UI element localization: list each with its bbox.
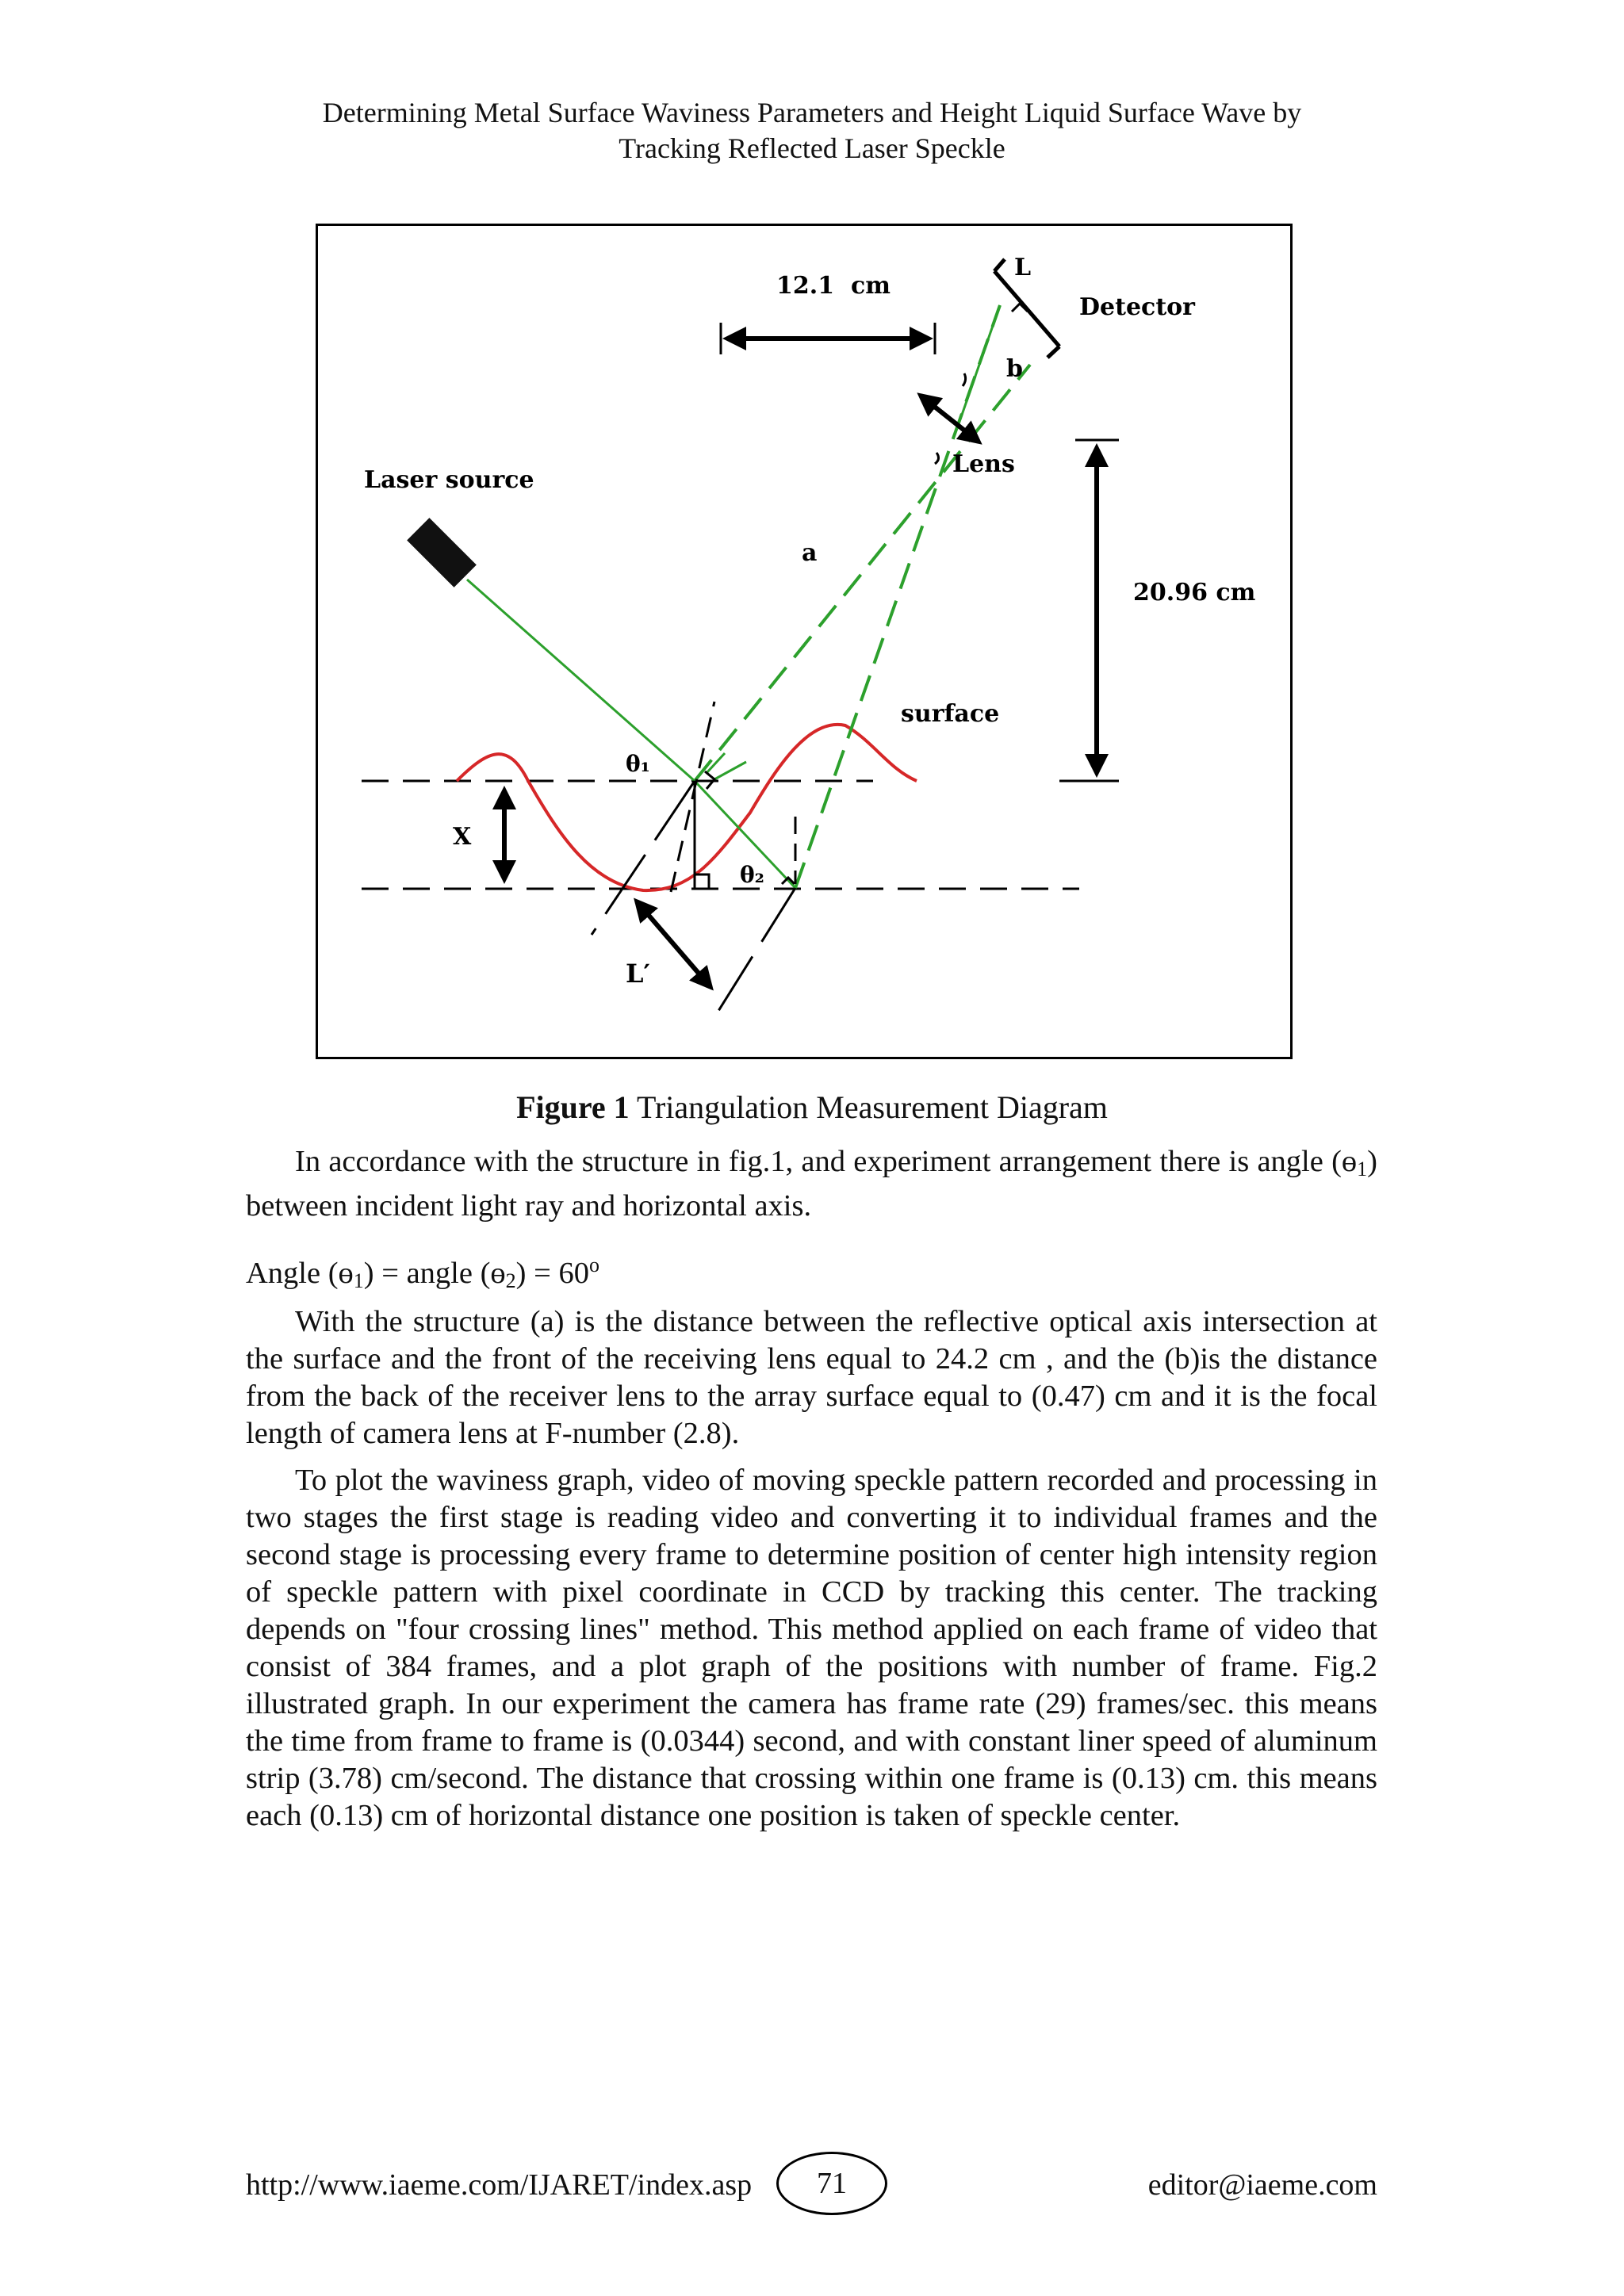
paragraph-3 xyxy=(246,1303,1377,1452)
label-surface: surface xyxy=(901,700,1000,728)
label-theta2: θ₂ xyxy=(740,862,764,888)
angle-equation-degree: o xyxy=(588,1253,599,1276)
running-header xyxy=(159,95,1465,166)
detector-plate xyxy=(994,271,1059,346)
paragraph-4 xyxy=(246,1462,1377,1835)
page-number: 71 xyxy=(776,2152,887,2215)
detector-end-2 xyxy=(1048,346,1059,358)
lens-angle-mark-2 xyxy=(935,453,939,464)
figure-1-frame xyxy=(316,224,1293,1059)
incident-beam xyxy=(467,580,695,781)
detector-end-1 xyxy=(994,259,1005,271)
footer-url-link[interactable]: http://www.iaeme.com/IJARET/index.asp xyxy=(246,2168,753,2202)
right-construction-line xyxy=(714,888,795,1017)
laser-source xyxy=(407,518,477,587)
lower-right-angle xyxy=(695,874,709,889)
figure-caption xyxy=(159,1088,1465,1127)
label-b: b xyxy=(1006,355,1023,383)
label-20-96-cm: 20.96 cm xyxy=(1133,579,1256,607)
paragraph-4-text: To plot the waviness graph, video of moving speckle pattern recorded and processing in two stages the first stage is reading video and converting it to individual frames and the second stage is processing every frame to determine position of center high intensity region of speckle pattern with pixel coordinate in CCD by tracking this center. The tracking depends on "four crossing lines" method. This method applied on each frame of video that consist of 384 frames, and a plot graph of the positions with number of frame. Fig.2 illustrated graph. In our experiment the camera has frame rate (29) frames/sec. this means the time from frame to frame is (0.0344) second, and with constant liner speed of aluminum strip (3.78) cm/second. The distance that crossing within one frame is (0.13) cm. this means each (0.13) cm of horizontal distance one position is taken of speckle center. xyxy=(246,1464,1377,1832)
angle-equation-sub-1: 1 xyxy=(353,1269,364,1292)
paragraph-3-text: With the structure (a) is the distance between the reflective optical axis intersection at the surface and the front of the receiving lens equal to 24.2 cm , and the (b)is the distance from the back of the receiver lens to the array surface equal to (0.47) cm and it is the focal length of camera lens at F-number (2.8). xyxy=(246,1305,1377,1450)
angle-equation xyxy=(246,1246,1377,1299)
angle-equation-part-c: ) = 60 xyxy=(515,1257,589,1290)
lens-axis-arrow xyxy=(921,396,979,442)
angle-equation-sub-2: 2 xyxy=(505,1269,516,1292)
label-x: X xyxy=(453,823,472,851)
triangulation-diagram xyxy=(318,226,1290,1057)
label-laser-source: Laser source xyxy=(364,466,534,494)
label-l-prime: L′ xyxy=(626,959,650,989)
paragraph-1-text: In accordance with the structure in fig.1, and experiment arrangement there is angle (ɵ xyxy=(295,1145,1358,1178)
label-L: L xyxy=(1014,254,1032,281)
paragraph-1-subscript: 1 xyxy=(1357,1158,1368,1181)
label-a: a xyxy=(802,539,818,567)
header-line-2: Tracking Reflected Laser Speckle xyxy=(619,132,1005,164)
label-lens: Lens xyxy=(952,450,1015,478)
lens-angle-mark xyxy=(963,373,966,386)
surface-wave xyxy=(457,725,917,890)
paragraph-1-end: ) between incident light ray and horizontal axis. xyxy=(246,1145,1377,1223)
angle-equation-part-b: ) = angle (ɵ xyxy=(363,1257,506,1290)
paragraph-1 xyxy=(246,1143,1377,1225)
label-12-1-cm: 12.1 cm xyxy=(776,272,891,300)
header-line-1: Determining Metal Surface Waviness Parameters and Height Liquid Surface Wave by xyxy=(322,97,1302,128)
angle-equation-part-a: Angle (ɵ xyxy=(246,1257,354,1290)
footer-email-link[interactable]: editor@iaeme.com xyxy=(1147,2168,1377,2202)
label-detector: Detector xyxy=(1079,293,1195,321)
figure-caption-label: Figure 1 xyxy=(516,1089,630,1125)
figure-caption-text: Triangulation Measurement Diagram xyxy=(629,1089,1108,1125)
green-tick-2 xyxy=(714,762,746,779)
ray-b xyxy=(960,305,1000,419)
label-theta1: θ₁ xyxy=(626,751,650,777)
page-footer xyxy=(246,2152,1377,2215)
